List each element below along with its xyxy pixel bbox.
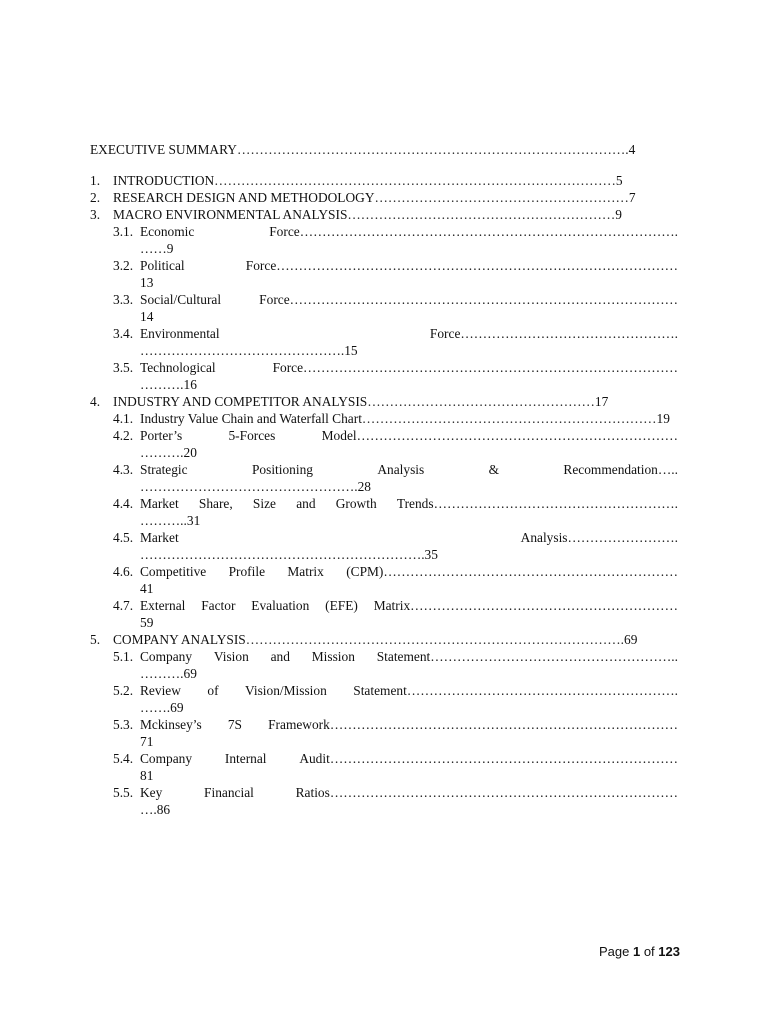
toc-word: Strategic (140, 462, 188, 477)
toc-entry-continuation: ……….69 (140, 666, 197, 681)
toc-entry-title (140, 461, 678, 478)
toc-leader-dots: ……………………………………………………………………………… (214, 173, 616, 188)
toc-word: Market (140, 530, 179, 545)
toc-word: Matrix…………………………………………………… (373, 598, 678, 613)
toc-entry-title: Industry Value Chain and Waterfall Chart (140, 411, 362, 426)
toc-entry-continuation: ………………………………………….28 (140, 479, 371, 494)
toc-word: of (207, 683, 219, 698)
toc-entry-title (140, 648, 678, 665)
toc-entry[interactable] (90, 563, 678, 580)
toc-page-number: 19 (656, 411, 670, 426)
toc-word: Technological (140, 360, 216, 375)
toc-entry-number: 5.2. (113, 683, 134, 698)
toc-word: Positioning (251, 462, 313, 477)
toc-word: Vision/Mission (245, 683, 327, 698)
toc-entry-title (140, 359, 678, 376)
toc-entry-number: 4.5. (113, 530, 134, 545)
toc-entry-number: 4.3. (113, 462, 134, 477)
toc-word: Force………………………………………………………………………… (272, 360, 678, 375)
toc-entry-title: RESEARCH DESIGN AND METHODOLOGY (113, 190, 375, 205)
toc-word: (EFE) (325, 598, 358, 613)
toc-word: Force…………………………………………. (429, 326, 678, 341)
toc-entry-number: 4.1. (113, 411, 134, 426)
toc-entry[interactable] (90, 750, 678, 767)
toc-word: and (270, 649, 290, 664)
toc-word: External (140, 598, 186, 613)
toc-entry-title: EXECUTIVE SUMMARY (90, 142, 237, 157)
toc-word: Share, (198, 496, 233, 511)
toc-entry-number: 4.7. (113, 598, 134, 613)
toc-word: Internal (224, 751, 267, 766)
spacer (90, 158, 678, 172)
toc-word: Porter’s (140, 428, 183, 443)
toc-word: Environmental (140, 326, 220, 341)
toc-entry-number: 5.1. (113, 649, 134, 664)
toc-entry[interactable] (90, 291, 678, 308)
toc-entry[interactable] (90, 631, 678, 648)
toc-entry[interactable] (90, 461, 678, 478)
toc-entry-number: 4.2. (113, 428, 134, 443)
toc-leader-dots: …………………………………………………… (347, 207, 616, 222)
toc-entry[interactable] (90, 597, 678, 614)
toc-word: Growth (335, 496, 377, 511)
toc-entry-number: 1. (90, 173, 101, 188)
toc-entry-number: 4.6. (113, 564, 134, 579)
toc-leader-dots: …………………………………………………………………………. (245, 632, 625, 647)
toc-entry-continuation: 71 (140, 734, 154, 749)
toc-word: Statement……………………………………………….. (376, 649, 678, 664)
toc-entry-title (140, 223, 678, 240)
toc-word: Competitive (140, 564, 207, 579)
toc-entry[interactable] (90, 189, 678, 206)
toc-entry-continuation: ………..31 (140, 513, 201, 528)
toc-entry-number: 3.1. (113, 224, 134, 239)
toc-word: Vision (213, 649, 249, 664)
toc-word: Model……………………………………………………………… (321, 428, 678, 443)
current-page: 1 (632, 944, 641, 959)
toc-word: Size (252, 496, 276, 511)
toc-entry-title (140, 427, 678, 444)
toc-word: Evaluation (251, 598, 310, 613)
toc-entry-continuation: 41 (140, 581, 154, 596)
toc-entry-number: 4. (90, 394, 101, 409)
toc-entry-title (140, 563, 678, 580)
toc-entry[interactable] (90, 223, 678, 240)
total-pages: 123 (658, 944, 680, 959)
toc-entry-title: INTRODUCTION (113, 173, 215, 188)
toc-entry-continuation: …….69 (140, 700, 184, 715)
toc-entry-continuation: ……….20 (140, 445, 197, 460)
toc-entry-title: INDUSTRY AND COMPETITOR ANALYSIS (113, 394, 368, 409)
toc-word: 7S (227, 717, 242, 732)
toc-word: Force…………………………………………………………………………… (259, 292, 678, 307)
toc-page-number: .4 (625, 142, 636, 157)
toc-word: Financial (204, 785, 254, 800)
page-number-footer: Page 1 of 123 (599, 944, 680, 959)
toc-entry-number: 3.4. (113, 326, 134, 341)
toc-entry-title (140, 257, 678, 274)
toc-leader-dots: …………………………………………… (367, 394, 595, 409)
toc-entry-continuation: 14 (140, 309, 154, 324)
toc-entry-number: 4.4. (113, 496, 134, 511)
toc-entry[interactable] (90, 410, 678, 427)
toc-word: Framework…………………………………………………………………… (268, 717, 678, 732)
toc-word: Matrix (287, 564, 324, 579)
toc-entry[interactable] (90, 648, 678, 665)
toc-entry-title (140, 784, 678, 801)
toc-entry[interactable] (90, 427, 678, 444)
toc-entry-title (140, 529, 678, 546)
toc-word: Recommendation….. (563, 462, 678, 477)
toc-entry[interactable] (90, 359, 678, 376)
toc-word: Trends………………………………………………. (396, 496, 678, 511)
toc-page-number: 69 (624, 632, 638, 647)
toc-entry-title (140, 495, 678, 512)
toc-entry-title (140, 291, 678, 308)
table-of-contents (90, 141, 678, 818)
toc-entry[interactable] (90, 141, 678, 158)
toc-entry-title (140, 682, 678, 699)
toc-entry-number: 3.5. (113, 360, 134, 375)
toc-entry-number: 5. (90, 632, 101, 647)
toc-entry-title (140, 325, 678, 342)
toc-entry-title (140, 750, 678, 767)
toc-entry-continuation: ……………………………………….15 (140, 343, 358, 358)
toc-entry-number: 3.3. (113, 292, 134, 307)
toc-word: 5-Forces (228, 428, 276, 443)
toc-leader-dots: …………………………………………………………………………… (236, 142, 626, 157)
toc-word: Audit…………………………………………………………………… (299, 751, 678, 766)
toc-entry-number: 2. (90, 190, 101, 205)
toc-entry[interactable] (90, 682, 678, 699)
toc-word: Force……………………………………………………………………………… (245, 258, 678, 273)
toc-entry-title: MACRO ENVIRONMENTAL ANALYSIS (113, 207, 348, 222)
toc-entry-title (140, 597, 678, 614)
toc-leader-dots: ………………………………………………………… (361, 411, 657, 426)
toc-word: Economic (140, 224, 195, 239)
toc-page-number: 7 (628, 190, 636, 205)
toc-entry[interactable] (90, 325, 678, 342)
toc-word: Profile (228, 564, 266, 579)
toc-leader-dots: ………………………………………………… (374, 190, 629, 205)
toc-word: Company (140, 649, 193, 664)
toc-entry[interactable] (90, 257, 678, 274)
toc-word: Market (140, 496, 179, 511)
toc-word: Statement……………………………………………………. (353, 683, 678, 698)
toc-page-number: 17 (594, 394, 609, 409)
toc-word: Mckinsey’s (140, 717, 202, 732)
toc-entry-continuation: 13 (140, 275, 154, 290)
toc-entry-number: 3. (90, 207, 101, 222)
toc-entry[interactable] (90, 172, 678, 189)
toc-word: Force…………………………………………………………………………. (269, 224, 678, 239)
toc-word: Analysis (377, 462, 425, 477)
toc-entry-title (140, 716, 678, 733)
toc-entry-continuation: ……………………………………………………….35 (140, 547, 438, 562)
toc-entry-number: 5.4. (113, 751, 134, 766)
toc-word: (CPM)………………………………………………………… (346, 564, 678, 579)
toc-entry[interactable] (90, 393, 678, 410)
toc-entry-number: 3.2. (113, 258, 134, 273)
toc-word: Political (140, 258, 185, 273)
toc-word: Review (140, 683, 181, 698)
toc-word: Ratios…………………………………………………………………… (295, 785, 678, 800)
toc-entry-continuation: 81 (140, 768, 154, 783)
toc-word: Company (140, 751, 193, 766)
toc-entry-number: 5.5. (113, 785, 134, 800)
toc-entry[interactable] (90, 529, 678, 546)
toc-word: Factor (201, 598, 236, 613)
toc-entry-continuation: ….86 (140, 802, 171, 817)
toc-word: and (296, 496, 316, 511)
toc-entry-continuation: ……….16 (140, 377, 197, 392)
toc-entry[interactable] (90, 206, 678, 223)
toc-page-number: 9 (615, 207, 622, 222)
toc-entry-title: COMPANY ANALYSIS (113, 632, 246, 647)
toc-entry-number: 5.3. (113, 717, 134, 732)
toc-entry[interactable] (90, 495, 678, 512)
toc-word: & (488, 462, 500, 477)
toc-entry[interactable] (90, 716, 678, 733)
toc-word: Key (140, 785, 163, 800)
toc-entry[interactable] (90, 784, 678, 801)
toc-word: Social/Cultural (140, 292, 222, 307)
toc-entry-continuation: ……9 (140, 241, 174, 256)
toc-word: Mission (311, 649, 355, 664)
toc-word: Analysis……………………. (520, 530, 678, 545)
toc-entry-continuation: 59 (140, 615, 154, 630)
toc-page-number: 5 (615, 173, 623, 188)
